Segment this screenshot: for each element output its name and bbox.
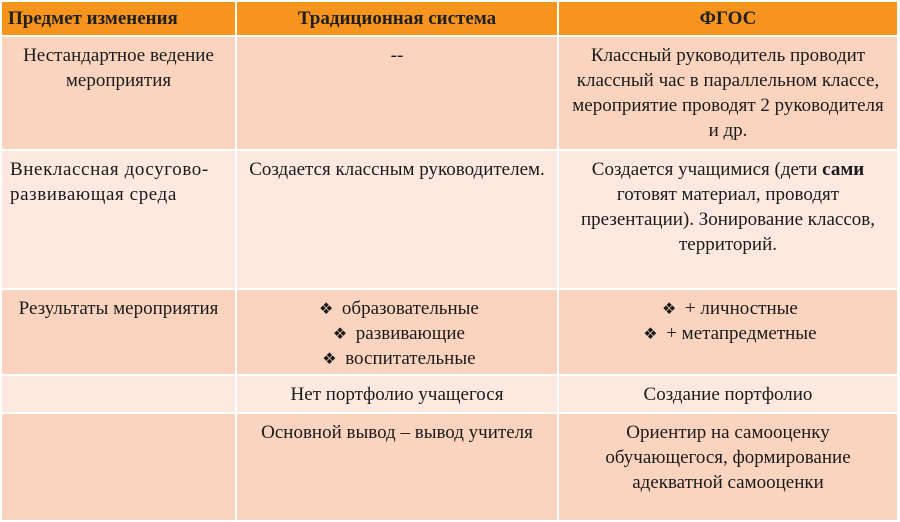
- table-row: [1, 150, 898, 289]
- cell-traditional: Основной вывод – вывод учителя: [236, 413, 558, 521]
- diamond-bullet-icon: ❖: [643, 324, 658, 343]
- cell-subject: Нестандартное ведение мероприятия: [1, 36, 236, 150]
- cell-traditional: [236, 289, 558, 375]
- table-row: [1, 36, 898, 150]
- cell-subject: [1, 413, 236, 521]
- bullet-item: [567, 296, 889, 321]
- bullet-text: + метапредметные: [666, 323, 817, 344]
- header-fgos: ФГОС: [558, 1, 898, 36]
- header-subject: Предмет изменения: [1, 1, 236, 36]
- cell-fgos: Классный руководитель проводит классный час в параллельном классе, мероприятие проводят 2 руководителя и др.: [558, 36, 898, 150]
- diamond-bullet-icon: ❖: [319, 299, 334, 318]
- bullet-text: образовательные: [341, 298, 479, 319]
- cell-fgos: Создание портфолио: [558, 375, 898, 413]
- bullet-text: + личностные: [684, 298, 798, 319]
- bullet-item: [245, 296, 549, 321]
- diamond-bullet-icon: ❖: [332, 324, 348, 343]
- header-traditional: Традиционная система: [236, 1, 558, 36]
- bullet-item: [567, 321, 889, 346]
- fgos-text-bold: сами: [822, 159, 865, 180]
- cell-fgos: [558, 289, 898, 375]
- bullet-item: [245, 346, 549, 371]
- table-row: [1, 375, 898, 413]
- cell-subject: [1, 375, 236, 413]
- cell-subject: Внеклассная досугово-развивающая среда: [1, 150, 236, 289]
- fgos-text-start: Создается учащимися (дети: [591, 159, 823, 180]
- diamond-bullet-icon: ❖: [322, 349, 337, 368]
- cell-traditional: --: [236, 36, 558, 150]
- cell-subject: Результаты мероприятия: [1, 289, 236, 375]
- bullet-item: [245, 321, 549, 346]
- diamond-bullet-icon: ❖: [661, 299, 677, 318]
- table-row: [1, 413, 898, 521]
- header-row: [1, 1, 898, 36]
- bullet-text: воспитательные: [345, 348, 476, 369]
- bullet-text: развивающие: [355, 323, 465, 344]
- cell-traditional: Создается классным руководителем.: [236, 150, 558, 289]
- cell-fgos: [558, 150, 898, 289]
- table-row: [1, 289, 898, 375]
- fgos-text-end: готовят материал, проводят презентации). Зонирование классов, территорий.: [581, 184, 875, 255]
- cell-traditional: Нет портфолио учащегося: [236, 375, 558, 413]
- cell-fgos: Ориентир на самооценку обучающегося, формирование адекватной самооценки: [558, 413, 898, 521]
